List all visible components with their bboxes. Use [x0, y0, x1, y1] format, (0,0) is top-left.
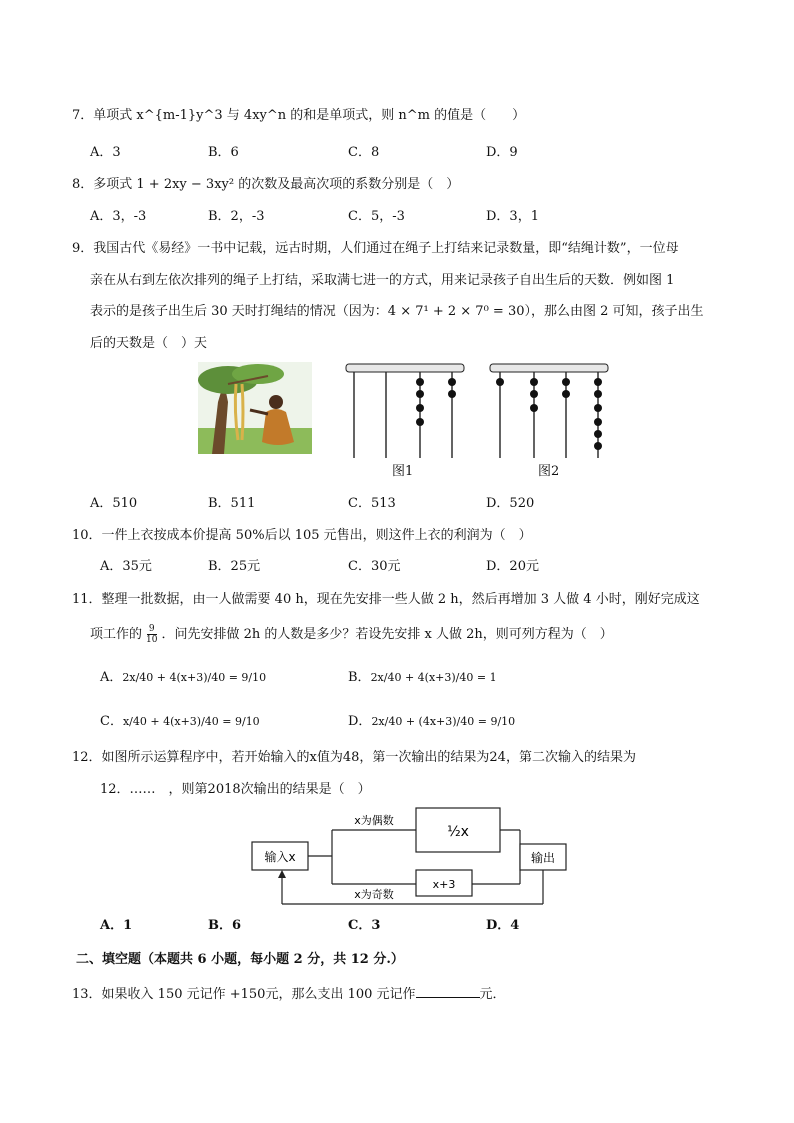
q11-option-b — [348, 668, 497, 688]
q9-option-a: A．510 — [90, 496, 138, 511]
q10-stem: 10．一件上衣按成本价提高 50%后以 105 元售出，则这件上衣的利润为（ ） — [72, 528, 532, 543]
q13-text-end: 元． — [479, 987, 506, 1002]
knot-tying-illustration — [198, 362, 312, 454]
flowchart-half-x: ½x — [447, 824, 469, 840]
fraction-nine-tenths — [144, 624, 159, 645]
figure-2-knots — [488, 362, 612, 462]
q13-text-start: 13．如果收入 150 元记作 +150元，那么支出 100 元记作 — [72, 987, 416, 1002]
flowchart-odd-label: x为奇数 — [354, 888, 394, 901]
q9-line-1: 9．我国古代《易经》一书中记载，远古时期，人们通过在绳子上打结来记录数量，即“结绳计数”，一位母 — [72, 241, 679, 256]
q8-option-b: B．2，-3 — [208, 209, 265, 224]
q11-option-c — [100, 712, 260, 732]
q11-option-d-equation: 2x/40 + (4x+3)/40 = 9/10 — [371, 715, 516, 728]
section-heading-fill-in: 二、填空题（本题共 6 小题，每小题 2 分，共 12 分.） — [76, 952, 404, 967]
q11-option-d-label: D． — [348, 714, 372, 729]
q7-option-d: D．9 — [486, 145, 518, 160]
q12-line-1: 12．如图所示运算程序中，若开始输入的x值为48，第一次输出的结果为24，第二次输入的结果为 — [72, 750, 636, 765]
q10-option-c: C．30元 — [348, 559, 401, 574]
q10-option-a: A．35元 — [100, 559, 152, 574]
flowchart-plus-three: x+3 — [432, 878, 456, 891]
flowchart-arrow-icon — [278, 870, 286, 878]
q7-option-a: A．3 — [90, 145, 121, 160]
q11-option-d — [348, 712, 515, 732]
q11-option-c-equation: x/40 + 4(x+3)/40 = 9/10 — [122, 715, 260, 728]
q13-answer-blank[interactable] — [416, 983, 480, 998]
q9-line-4: 后的天数是（ ）天 — [90, 336, 208, 351]
figure-2-caption: 图2 — [538, 464, 560, 479]
q9-option-b: B．511 — [208, 496, 256, 511]
q11-option-b-label: B． — [348, 670, 371, 685]
q8-option-c: C．5，-3 — [348, 209, 405, 224]
q9-line-3: 表示的是孩子出生后 30 天时打绳结的情况（因为：4 × 7¹ + 2 × 7⁰ = 30），那么由图 2 可知，孩子出生 — [90, 304, 704, 319]
frac-denominator: 10 — [146, 635, 158, 645]
flowchart-output-label: 输出 — [530, 851, 556, 865]
q10-option-b: B．25元 — [208, 559, 261, 574]
q8-stem: 8．多项式 1 + 2xy − 3xy² 的次数及最高次项的系数分别是（ ） — [72, 177, 460, 192]
flowchart-even-label: x为偶数 — [354, 814, 394, 827]
q11-option-a-equation: 2x/40 + 4(x+3)/40 = 9/10 — [122, 671, 267, 684]
q10-option-d: D．20元 — [486, 559, 539, 574]
flowchart-input-label: 输入x — [264, 850, 296, 864]
figure-1-caption: 图1 — [392, 464, 414, 479]
q12-option-c: C．3 — [348, 918, 381, 933]
q13-stem — [72, 983, 506, 1005]
q12-line-2: 12．…… ，则第2018次输出的结果是（ ） — [100, 782, 371, 797]
q11-option-c-label: C． — [100, 714, 123, 729]
q11-option-a-label: A． — [100, 670, 123, 685]
q7-option-c: C．8 — [348, 145, 380, 160]
q11-line-2-end: ．问先安排做 2h 的人数是多少？若设先安排 x 人做 2h，则可列方程为（ ） — [161, 627, 613, 642]
q9-line-2: 亲在从右到左依次排列的绳子上打结，采取满七进一的方式，用来记录孩子自出生后的天数．例如图 1 — [90, 273, 675, 288]
q12-option-b: B．6 — [208, 918, 242, 933]
q11-line-1: 11．整理一批数据，由一人做需要 40 h，现在先安排一些人做 2 h，然后再增加 3 人做 4 小时，刚好完成这 — [72, 592, 700, 607]
q7-option-b: B．6 — [208, 145, 239, 160]
q9-option-d: D．520 — [486, 496, 535, 511]
figure-1-knots — [342, 362, 470, 462]
q8-option-d: D．3，1 — [486, 209, 539, 224]
q11-line-2 — [90, 624, 613, 645]
q12-option-a: A．1 — [100, 918, 133, 933]
q11-option-a — [100, 668, 266, 688]
q9-option-c: C．513 — [348, 496, 396, 511]
frac-numerator: 9 — [148, 624, 155, 634]
q11-line-2-start: 项工作的 — [90, 627, 143, 642]
q12-option-d: D．4 — [486, 918, 520, 933]
q11-option-b-equation: 2x/40 + 4(x+3)/40 = 1 — [370, 671, 497, 684]
operation-flowchart — [248, 804, 578, 908]
q7-stem: 7．单项式 x^{m-1}y^3 与 4xy^n 的和是单项式，则 n^m 的值是（ ） — [72, 108, 526, 123]
q8-option-a: A．3，-3 — [90, 209, 147, 224]
